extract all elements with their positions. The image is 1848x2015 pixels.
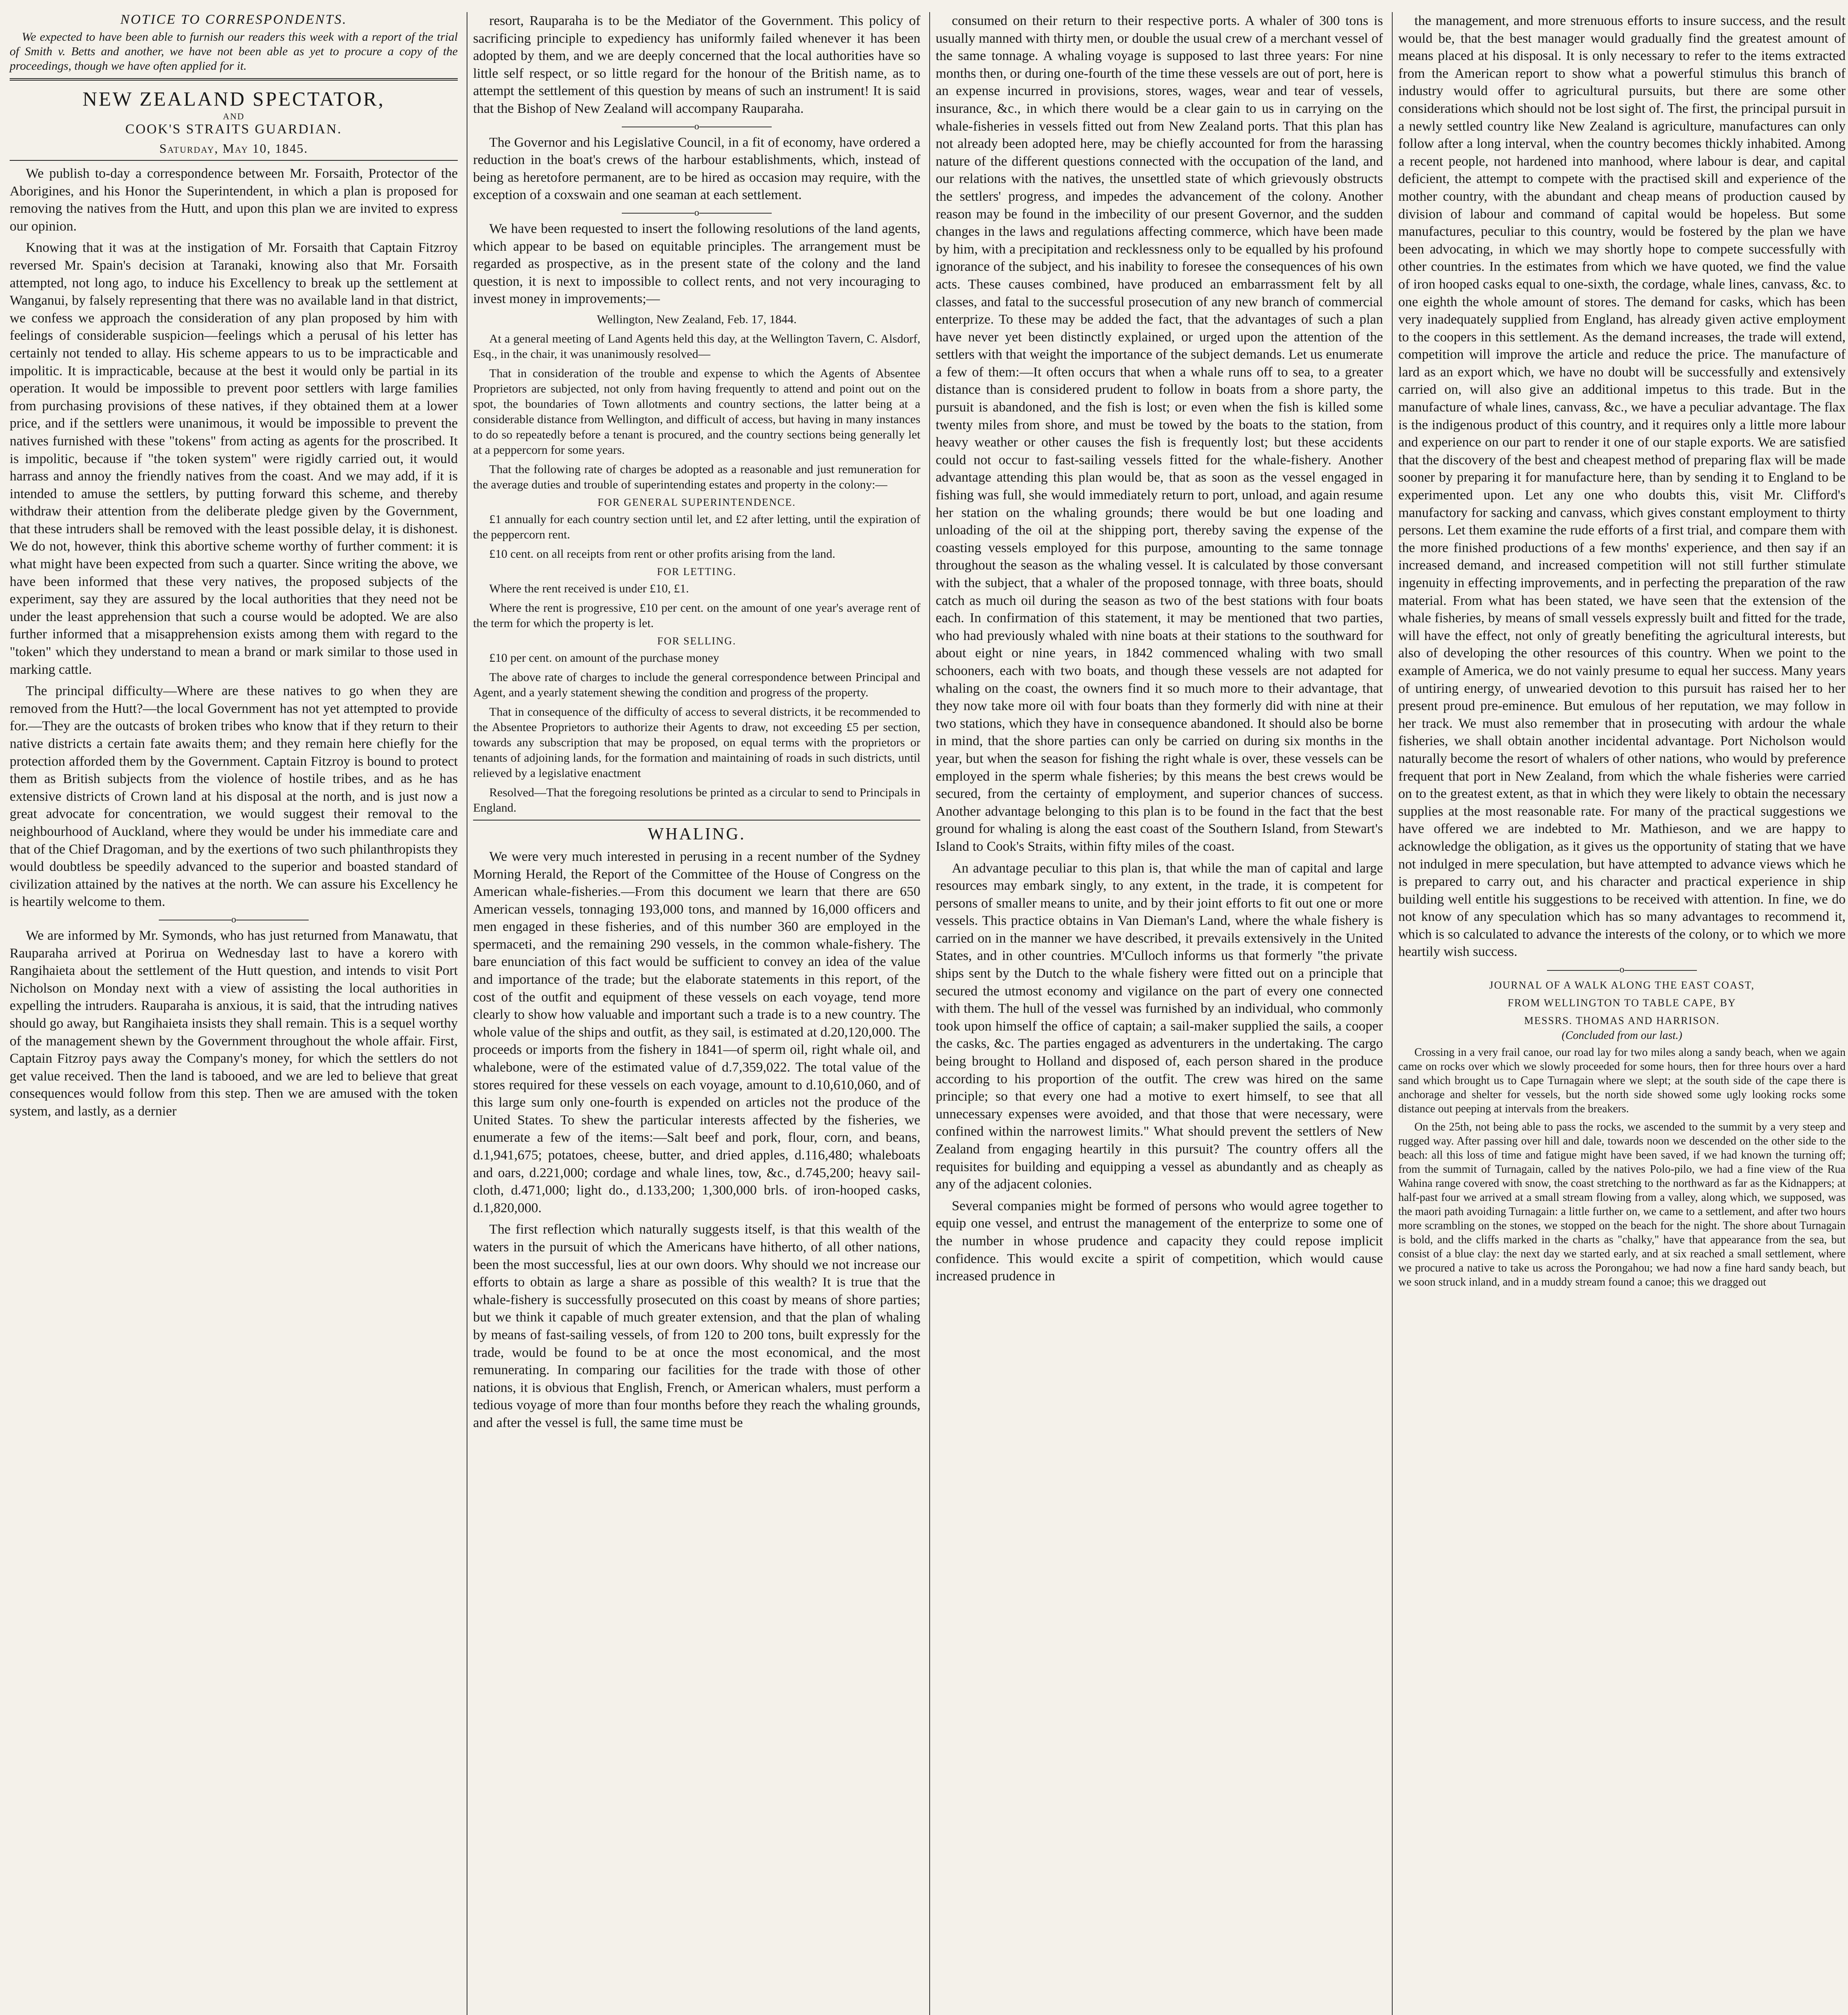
article-paragraph: We publish to-day a correspondence between Mr. Forsaith, Protector of the Aborigines, and his Honor the Superintendent, in which a plan is proposed for removing the natives from the Hutt, and upon this plan we are invited to express our opinion. xyxy=(10,166,458,234)
article-paragraph: The Governor and his Legislative Council, in a fit of economy, have ordered a reduction in the boat's crews of the harbour establishments, which, instead of being as heretofore permanent, are to be hired as occasion may require, with the exception of a coxswain and one seaman at each settlement. xyxy=(473,135,920,203)
journal-note: (Concluded from our last.) xyxy=(1561,1029,1682,1042)
resolution-dateline: Wellington, New Zealand, Feb. 17, 1844. xyxy=(597,312,797,326)
article-paragraph: We have been requested to insert the following resolutions of the land agents, which appear to be based on equitable principles. The arrangement must be regarded as prospective, as in the present state of the colony and the land question, it is next to impossible to collect rents, and not very incouraging to invest money in improvements;— xyxy=(473,221,920,307)
column-4 xyxy=(1392,12,1848,2015)
section-divider: o xyxy=(10,915,458,924)
journal-heading: JOURNAL OF A WALK ALONG THE EAST COAST, xyxy=(1489,979,1755,991)
section-divider: o xyxy=(473,208,920,218)
journal-paragraph: Crossing in a very frail canoe, our road lay for two miles along a sandy beach, when we again came on rocks over which we slowly proceeded for some hours, then for three hours over a hard sand which brought us to Cape Turnagain where we slept; at the south side of the cape there is anchorage and shelter for vessels, but the north side showed some ugly looking rocks some distance out peeping at intervals from the breakers. xyxy=(1398,1046,1846,1116)
article-paragraph: Knowing that it was at the instigation of Mr. Forsaith that Captain Fitzroy reversed Mr. Spain's decision at Taranaki, knowing also that Mr. Forsaith attempted, not long ago, to induce his Excellency to break up the settlement at Wanganui, by falsely representing that there was no available land in that district, we confess we approach the consideration of any plan proposed by him with feelings of considerable suspicion—feelings which a perusal of his letter has certainly not tended to allay. His scheme appears to us to be impracticable and impolitic. It is impracticable, because at the best it would only be partial in its operation. It would be impossible to prevent poor settlers with large families from purchasing provisions of these natives, if they obtained them at a lower price, and if the settlers were unanimous, it would be impossible to prevent the natives furnished with these "tokens" from acting as agents for the proscribed. It is impolitic, because if "the token system" were rigidly carried out, it would harrass and annoy the friendly natives from the coast. And we may add, if it is intended to amuse the settlers, by putting forward this scheme, and thereby withdraw their attention from the deliberate pledge given by the Government, that these intruders shall be removed with the least possible delay, it is dishonest. We do not, however, think this abortive scheme worthy of further comment: it is what might have been expected from such a quarter. Since writing the above, we have been informed that these very natives, the proposed subjects of the experiment, say they are assured by the local authorities that they need not be under the least apprehension that such a course would be adopted. We are also further informed that a misapprehension exists among them with regard to the "token" which they understand to mean a brand or mark similar to those used in marking cattle. xyxy=(10,240,458,677)
journal-heading: FROM WELLINGTON TO TABLE CAPE, BY xyxy=(1507,997,1736,1009)
resolution-text: That in consideration of the trouble and expense to which the Agents of Absentee Proprietors are subjected, not only from having frequently to attend and point out on the spot, the boundaries of Town allotments and country sections, the latter being at a considerable distance from Wellington, and difficult of access, but having in many instances to do so repeatedly before a tenant is procured, and the country sections being generally let at a peppercorn for some years. xyxy=(473,366,920,457)
article-paragraph: consumed on their return to their respective ports. A whaler of 300 tons is usually manned with thirty men, or double the usual crew of a merchant vessel of the same tonnage. A whaling voyage is supposed to last three years: For nine months then, or during one-fourth of the time these vessels are out of port, here is an expense incurred in provisions, stores, wages, wear and tear of vessels, insurance, &c., in which there would be a clear gain to us in carrying on the whale-fisheries in vessels fitted out from New Zealand ports. That this plan has not already been adopted here, may be chiefly accounted for from the harassing nature of the different questions connected with the occupation of the land, and our relations with the natives, the unsettled state of which grievously obstructs the settlers' progress, and impedes the advancement of the colony. Another reason may be found in the imbecility of our present Governor, and the sudden changes in the laws and regulations affecting commerce, which have been made by him, with a precipitation and recklessness only to be equalled by his profound ignorance of the subject, and his inability to foresee the consequences of his own acts. These causes combined, have produced an embarrassment felt by all classes, and fatal to the successful prosecution of any new branch of commercial enterprize. To these may be added the fact, that the advantages of such a plan have never yet been distinctly explained, or urged upon the attention of the settlers with that weight the importance of the subject demands. Let us enumerate a few of them:—It often occurs that when a whale runs off to sea, to a greater distance than is considered prudent to follow in boats from a shore party, the pursuit is abandoned, and the fish is lost; or even when the fish is killed some twenty miles from shore, and must be towed by the boats to the station, from heavy weather or other causes the fish is frequently lost; but these accidents could not occur to fast-sailing vessels fitted for the whale-fishery. Another advantage attending this plan would be, that as soon as the vessel engaged in fishing was full, she would immediately return to port, unload, and again resume her station on the whaling grounds; there would be but one loading and unloading of the oil at the shipping port, thereby saving the expense of the coasting vessels employed for this purpose, amounting to the same tonnage throughout the season as the whaling vessel. It is calculated by those conversant with the subject, that a whaler of the proposed tonnage, with three boats, should catch as much oil during the season as two of the best stations with four boats each. In confirmation of this statement, it may be mentioned that two parties, who had previously whaled with nine boats at their stations to the southward for about eight or nine years, in 1842 commenced whaling with two small schooners, each with two boats, and though these vessels are not adapted for whaling on the coast, the owners find it so much more to their advantage, that they now take more oil with four boats than they formerly did with nine at their two stations, which they have in consequence abandoned. It should also be borne in mind, that the shore parties can only be carried on during six months in the year, but when the season for fishing the right whale is over, these vessels can be employed in the sperm whale fisheries; by this means the best crews would be secured, from the certainty of employment, and superior chances of success. Another advantage belonging to this plan is to be found in the fact that the best ground for whaling is along the east coast of the Southern Island, from Stewart's Island to Cook's Straits, within fifty miles of the coast. xyxy=(936,13,1383,854)
article-paragraph: The first reflection which naturally suggests itself, is that this wealth of the waters in the pursuit of which the Americans have hitherto, of all other nations, been the most successful, lies at our own doors. Why should we not increase our efforts to obtain as large a share as possible of this wealth? It is true that the whale-fishery is successfully prosecuted on this coast by means of shore parties; but we think it capable of much greater extension, and that the plan of whaling by means of fast-sailing vessels, of from 120 to 200 tons, built expressly for the trade, would be found to be at once the most economical, and the most remunerating. In comparing our facilities for the trade with those of other nations, it is obvious that English, French, or American whalers, must perform a tedious voyage of more than four months before they reach the whaling grounds, and after the vessel is full, the same time must be xyxy=(473,1222,920,1430)
resolution-text: At a general meeting of Land Agents held this day, at the Wellington Tavern, C. Alsdorf, Esq., in the chair, it was unanimously resolved— xyxy=(473,332,920,361)
resolution-text: That in consequence of the difficulty of access to several districts, it be recommended to the Absentee Proprietors to authorize their Agents to draw, not exceeding £5 per section, towards any subscription that may be proposed, on equal terms with the proprietors or tenants of adjoining lands, for the formation and maintaining of roads in such districts, until relieved by a legislative enactment xyxy=(473,705,920,780)
section-divider: o xyxy=(1398,965,1846,974)
article-paragraph: the management, and more strenuous efforts to insure success, and the result would be, that the best manager would gradually find the greatest amount of means placed at his disposal. It is only necessary to refer to the items extracted from the American report to show what a powerful stimulus this branch of industry would offer to agricultural pursuits, but there are some other considerations which should not be lost sight of. The first, the principal pursuit in a newly settled country like New Zealand is agriculture, manufactures can only follow after a long interval, when the country becomes thickly inhabited. Among a recent people, not hardened into manhood, where labour is dear, and capital deficient, the attempt to compete with the practised skill and experience of the mother country, with the abundant and cheap means of production caused by division of labour and command of capital would be hopeless. But some manufactures, peculiar to this country, would be fostered by the plan we have been advocating, in which we may shortly hope to compete successfully with other countries. In the estimates from which we have quoted, we find the value of iron hooped casks equal to one-sixth, the cordage, whale lines, canvass, &c. to one eighth the whole amount of stores. The demand for casks, which has been very inadequately supplied from England, has already given active employment to the coopers in this settlement. As the demand increases, the trade will extend, competition will improve the article and reduce the price. The manufacture of lard as an export which, we have no doubt will be successfully and extensively carried on, will also give an additional impetus to this trade. But in the manufacture of whale lines, canvass, &c., we have a peculiar advantage. The flax is the indigenous product of this country, and it requires only a little more labour and experience on our part to render it one of our staple exports. We are satisfied that the discovery of the best and cheapest method of preparing flax will be made sooner by preparing it for manufacture here, than by sending it to England to be experimented upon. Let any one who doubts this, visit Mr. Clifford's manufactory for sacking and canvass, which gives constant employment to thirty persons. Let them examine the rude efforts of a first trial, and compare them with the more finished productions of a few months' experience, and then say if an increased demand, and increased competition will not still further stimulate ingenuity in effecting improvements, and in perfecting the preparation of the raw material. From what has been stated, we have seen that the extension of the whale fisheries, by means of small vessels expressly built and fitted for the trade, will have the effect, not only of greatly benefiting the agricultural interests, but also of developing the other resources of this country. When we point to the example of America, we do not vainly presume to equal her success. Many years of untiring energy, of unwearied devotion to this pursuit has raised her to her present proud pre-eminence. But emulous of her reputation, we may follow in her track. We must also remember that in prosecuting with ardour the whale fisheries, we shall obtain another incidental advantage. Port Nicholson would naturally become the resort of whalers of other nations, who would by preference frequent that port in New Zealand, from which the whale fisheries were carried on to the greatest extent, as that in which they were likely to obtain the necessary supplies at the most reasonable rate. For many of the practical suggestions we have offered we are indebted to Mr. Mathieson, and we are happy to acknowledge the obligation, as it gives us the opportunity of stating that we have not indulged in mere speculation, but have attempted to advance views which he is prepared to carry out, and his character and practical experience in ship building well entitle his suggestions to be received with attention. In fine, we do not know of any speculation which has so many advantages to recommend it, which is so calculated to advance the interests of the colony, or to which we more heartily wish success. xyxy=(1398,13,1846,960)
article-paragraph: The principal difficulty—Where are these natives to go when they are removed from the Hutt?—the local Government has not yet attempted to provide for.—They are the outcasts of broken tribes who know that if they return to their native districts a certain fate awaits them; and they remain here chiefly for the protection afforded them by the Government. Captain Fitzroy is bound to protect them as British subjects from the violence of hostile tribes, and as he has extensive districts of Crown land at his disposal at the north, and is just now a great advocate for concentration, we would suggest their removal to the neighbourhood of Auckland, where they would be under his immediate care and that of the Chief Dragoman, and by the exertions of two such philanthropists they would doubtless be speedily advanced to the superior and boasted standard of civilization attained by the natives at the north. We can assure his Excellency he is heartily welcome to them. xyxy=(10,683,458,910)
article-paragraph: resort, Rauparaha is to be the Mediator of the Government. This policy of sacrificing principle to expediency has uniformly failed whenever it has been adopted by them, and we are deeply concerned that the local authorities have so little self respect, or so little regard for the honour of the British name, as to attempt the settlement of this question by means of such an instrument! It is said that the Bishop of New Zealand will accompany Rauparaha. xyxy=(473,13,920,116)
section-rule xyxy=(473,820,920,821)
masthead-subtitle: COOK'S STRAITS GUARDIAN. xyxy=(125,122,343,137)
section-divider: o xyxy=(473,122,920,131)
resolution-text: Resolved—That the foregoing resolutions be printed as a circular to send to Principals in England. xyxy=(473,785,920,814)
column-2 xyxy=(467,12,926,2015)
whaling-heading: WHALING. xyxy=(648,825,746,843)
article-paragraph: We are informed by Mr. Symonds, who has just returned from Manawatu, that Rauparaha arrived at Porirua on Wednesday last to have a korero with Rangihaieta about the settlement of the Hutt question, and intends to visit Port Nicholson on Monday next with a view of assisting the local authorities in expelling the intruders. Rauparaha is anxious, it is said, that the intruding natives should go away, but Rangihaieta insists they shall remain. This is a sequel worthy of the management shewn by the Government throughout the whole affair. First, Captain Fitzroy pays away the Company's money, for which the settlers do not get value received. Then the land is tabooed, and we are led to believe that great consequences would follow from this step. Then we are amused with the token system, and lastly, as a dernier xyxy=(10,928,458,1119)
resolution-text: £10 cent. on all receipts from rent or other profits arising from the land. xyxy=(489,547,835,561)
masthead-title: NEW ZEALAND SPECTATOR, xyxy=(82,87,385,110)
notice-title: NOTICE TO CORRESPONDENTS. xyxy=(120,12,347,27)
journal-paragraph: On the 25th, not being able to pass the rocks, we ascended to the summit by a very steep and rugged way. After passing over hill and dale, towards noon we descended on the other side to the beach: all this loss of time and fatigue might have been saved, if we had known the turning off; from the summit of Turnagain, called by the natives Polo-pilo, we had a fine view of the Rua Wahina range covered with snow, the coast stretching to the northward as far as the Kidnappers; at half-past four we arrived at a small stream flowing from a valley, along which, we supposed, was the maori path avoiding Turnagain: a little further on, we came to a settlement, and after two hours more scrambling on the stones, we stopped on the beach for the night. The shore about Turnagain is bold, and the cliffs marked in the charts as "chalky," have that appearance from the sea, but consist of a blue clay: the next day we started early, and at six reached a small settlement, where we procured a native to take us across the Porongahou; we had now a fine hard sandy beach, but we soon struck inland, and in a muddy stream found a canoe; this we dragged out xyxy=(1398,1121,1846,1289)
masthead-rule xyxy=(10,78,458,81)
masthead-and: AND xyxy=(223,111,245,121)
resolution-text: £1 annually for each country section until let, and £2 after letting, until the expiration of the peppercorn rent. xyxy=(473,512,920,541)
resolution-text: Where the rent received is under £10, £1. xyxy=(489,582,689,595)
article-paragraph: We were very much interested in perusing in a recent number of the Sydney Morning Herald, the Report of the Committee of the House of Congress on the American whale-fisheries.—From this document we learn that there are 650 American vessels, tonnaging 193,000 tons, and manned by 16,000 officers and men engaged in these fisheries, and of this number 360 are employed in the spermaceti, and the remaining 290 vessels, in the common whale-fishery. The bare enunciation of this fact would be sufficient to convey an idea of the value and importance of the trade; but the elaborate statements in this report, of the cost of the outfit and equipment of these vessels on each voyage, tend more clearly to show how valuable and important such a trade is to a new country. The whole value of the ships and outfit, as they sail, is estimated at d.20,120,000. The proceeds or imports from the fishery in 1841—of sperm oil, right whale oil, and whalebone, were of the estimated value of d.7,359,022. The total value of the stores required for these vessels on each voyage, amount to d.10,610,060, and of this large sum only one-fourth is expended on articles not the produce of the United States. To shew the particular interests affected by the fisheries, we enumerate a few of the items:—Salt beef and pork, flour, corn, and beans, d.1,941,675; potatoes, cheese, butter, and dried apples, d.116,480; whaleboats and oars, d.221,000; cordage and whale lines, tow, &c., d.745,200; heavy sail-cloth, d.471,000; light do., d.133,200; 1,300,000 brls. of iron-hooped casks, d.1,820,000. xyxy=(473,849,920,1215)
column-1 xyxy=(4,12,463,2015)
article-paragraph: An advantage peculiar to this plan is, that while the man of capital and large resources may embark singly, to any extent, in the trade, it is competent for persons of smaller means to unite, and by their joint efforts to fit out one or more vessels. This practice obtains in Van Dieman's Land, where the whale fishery is carried on in the manner we have described, it prevails extensively in the United States, and in other countries. M'Culloch informs us that formerly "the private ships sent by the Dutch to the whale fishery were fitted out on a principle that secured the utmost economy and vigilance on the part of every one connected with them. The hull of the vessel was furnished by an individual, who commonly took upon himself the office of captain; a sail-maker supplied the sails, a cooper the casks, &c. The parties engaged as adventurers in the undertaking. The cargo being brought to Holland and disposed of, each person shared in the produce according to his proportion of the outfit. The crew was hired on the same principle; so that every one had a motive to exert himself, to see that all unnecessary expenses were avoided, and that those that were necessary, were confined within the narrowest limits." What should prevent the settlers of New Zealand from engaging heartily in this pursuit? The country offers all the requisites for building and equipping a vessel as abundantly and as cheaply as any of the adjacent colonies. xyxy=(936,860,1383,1192)
article-paragraph: Several companies might be formed of persons who would agree together to equip one vessel, and entrust the management of the enterprize to some one of the number in whose prudence and capacity they could repose implicit confidence. This would excite a spirit of competition, which would cause increased prudence in xyxy=(936,1198,1383,1284)
date-rule xyxy=(10,160,458,161)
resolution-text: £10 per cent. on amount of the purchase money xyxy=(489,651,719,665)
column-3 xyxy=(929,12,1389,2015)
resolution-subheading: FOR GENERAL SUPERINTENDENCE. xyxy=(598,496,796,508)
notice-body: We expected to have been able to furnish our readers this week with a report of the trial of Smith v. Betts and another, we have not been able as yet to procure a copy of the proceedings, though we have often applied for it. xyxy=(10,30,458,73)
resolution-subheading: FOR SELLING. xyxy=(657,635,736,647)
resolution-text: That the following rate of charges be adopted as a reasonable and just remuneration for the average duties and trouble of superintending estates and property in the colony:— xyxy=(473,462,920,491)
resolution-text: The above rate of charges to include the general correspondence between Principal and Agent, and a yearly statement shewing the condition and progress of the property. xyxy=(473,670,920,699)
resolution-text: Where the rent is progressive, £10 per cent. on the amount of one year's average rent of the term for which the property is let. xyxy=(473,601,920,630)
issue-date: Saturday, May 10, 1845. xyxy=(159,141,308,156)
journal-heading: MESSRS. THOMAS AND HARRISON. xyxy=(1524,1015,1720,1027)
resolution-subheading: FOR LETTING. xyxy=(657,565,737,577)
